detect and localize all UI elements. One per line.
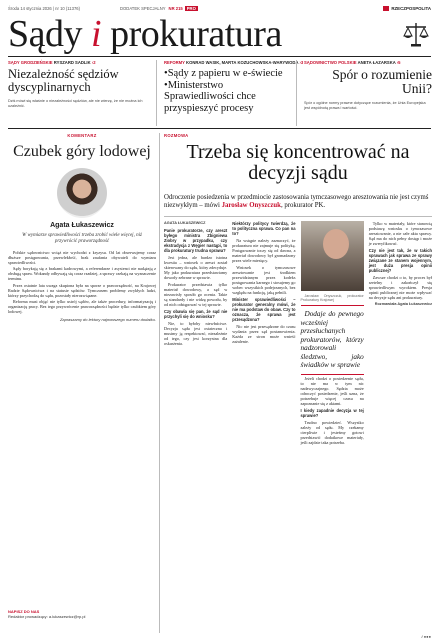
teaser-1-headline[interactable]: Niezależność sędziów dyscyplinarnych <box>8 67 119 94</box>
answer: Na wstępie należy zaznaczyć, że prokuratura nie zajmuje się polityką. Postępowanie toczy się od dawna, a materiał dowodowy był gromadzony przez wiele miesięcy. <box>232 237 296 264</box>
question: I kiedy zapadnie decyzja w tej sprawie? <box>300 408 364 419</box>
question: Czy obawia się pan, że sąd nie przychyli się do wniosku? <box>164 308 228 319</box>
commentary-tail: Zapraszamy do lektury najnowszego numeru dodatku. <box>59 317 156 323</box>
interview-column-1 <box>164 221 227 447</box>
question: Czy nie jest tak, że w takich sprawach jak sprawa ze sprawy związane ze stanem wojennym, jest duża presja opinii publicznej? <box>368 247 432 274</box>
commentary-body <box>8 250 156 314</box>
question: Panie prokuratorze, czy areszt byłego ministra Zbigniewa Ziobry w przypadku, czy ekstradycja z Węgier nastąpi, to dla prokuratury trudna sprawa? <box>164 228 228 254</box>
answer: Jest jedna, ale bardzo istotna kwestia – wniosek o areszt został skierowany do sądu, który zdecyduje. My jako prokuratura przedstawiamy dowody zebrane w sprawie. <box>164 254 228 281</box>
interviewee-photo <box>301 221 364 291</box>
interview-column-4 <box>369 221 432 447</box>
interview-article <box>164 133 432 447</box>
commentary-paragraph: Przez ostatnie lata uwaga skupiona była na sporze o praworządność, na Krajowej Radzie Sądownictwa i na statusie sędziów. Tymczasem problemy zwykłych ludzi, którzy przychodzą do sądu, pozostały nierozwiązane. <box>8 282 156 298</box>
teaser-3-headline[interactable]: Spór o rozumienie Unii? <box>332 67 432 96</box>
question: Minister sprawiedliwości – prokurator generalny mówi, że nie ma podstaw do obaw. Czy to oznacza, że sprawa jest przesądzona? <box>232 296 296 323</box>
top-info-bar <box>8 4 431 13</box>
answer: Trudno powiedzieć. Wszystko zależy od sądu. My czekamy cierpliwie i jesteśmy gotowi przedstawić dodatkowe materiały, jeśli zajdzie taka potrzeba. <box>300 419 364 446</box>
continued-marker: / ●●● <box>421 634 431 639</box>
supplement-label: DODATEK SPECJALNY <box>120 6 166 11</box>
commentary-paragraph: Sądy borykają się z brakami kadrowymi, a referendarze i asystenci nie nadążają z obsługą spraw. Wokandy odbywają się coraz rzadziej, a sprawy czekają na wyznaczenie terminu. <box>8 266 156 282</box>
interview-signature: Rozmawiała Agata Łukaszewicz <box>374 301 432 306</box>
commentary-paragraph: Polskie sądownictwo wciąż nie wychodzi z kryzysu. Od lat obserwujemy coraz dłuższe postępowania, przewlekłość, brak zaufania obywateli do wymiaru sprawiedliwości. <box>8 250 156 266</box>
interview-columns <box>164 221 432 447</box>
commentary-paragraph: Reforma musi objąć nie tylko ustrój sądów, ale także procedury, informatyzację i organizację pracy. Bez tego przywrócenie praworządności będzie tylko czubkiem góry lodowej. <box>8 298 156 315</box>
photo-caption: Jarosław Onyszczuk, prokurator Prokuratury Krajowej <box>300 294 364 302</box>
commentary-headline: Czubek góry lodowej <box>13 143 151 160</box>
question: Niektórzy politycy twierdzą, że to polityczna sprawa. Co pan na to? <box>232 221 296 237</box>
answer: Wniosek o tymczasowe aresztowanie jest środkiem przewidzianym przez kodeks postępowania karnego i stosujemy go wobec wszystkich podejrzanych, bez względu na funkcję, jaką pełnili. <box>232 264 296 296</box>
write-to-us-title: NAPISZ DO NAS <box>8 609 40 614</box>
interview-column-3 <box>301 221 364 447</box>
answer: Tylko w materiały, które stanowią podstawę wniosku o tymczasowe aresztowanie, a nie całe akta sprawy. Sąd ma do nich pełny dostęp i może je zweryfikować. <box>368 221 432 247</box>
standfirst-rule <box>164 216 432 217</box>
issue-date: Środa 14 stycznia 2026 | nr 10 (11376) <box>8 6 81 11</box>
author-portrait <box>57 168 107 218</box>
write-to-us-box <box>8 609 156 619</box>
interviewee-name: Jarosław Onyszczuk <box>221 202 281 209</box>
teaser-3-label: SĄDOWNICTWO POLSKIE ANETA ŁAZARSKA ›5 <box>304 60 401 65</box>
commentary-lead: W wymiarze sprawiedliwości trzeba zrobić wiele więcej, niż przywrócić praworządność <box>22 233 142 244</box>
scales-of-justice-icon <box>403 20 429 48</box>
answer: Nic nie jest przesądzone do czasu wydania przez sąd postanowienia. Każda ze stron może wnieść zażalenie. <box>232 323 296 345</box>
teaser-2-list <box>164 68 294 114</box>
teaser-1-label: SĄDY GRODZIEŃSKIE RYSZARD SADLIK ›2 <box>8 60 96 65</box>
pull-quote: Dodaje do pewnego wcześniej przesłuchanych prokuratorów, którzy nadzorowali śledztwo, jako świadków w sprawie <box>301 305 364 375</box>
teaser-1-summary: Dziś mówi się właśnie o niezależności sędziów, ale nie wierzę, że nie można ich uzależnić. <box>8 99 143 108</box>
answer: Prokurator przedstawia tylko materiał dowodowy, a sąd w niezawisły sposób go ocenia. Takie są standardy i nie widzę powodu, by od nich odstępować w tej sprawie. <box>164 281 228 308</box>
answer: Jeżeli chodzi o posiedzenie sądu, to nie ma w tym nic nadzwyczajnego. Sędzia może odroczyć posiedzenie, jeśli uzna, że potrzebuje więcej czasu na zapoznanie się z aktami. <box>300 376 364 407</box>
commentary-author: Agata Łukaszewicz <box>50 222 114 229</box>
answer: Zawsze chodzi o to, by proces był rzetelny i zakończył się sprawiedliwym wyrokiem. Presja opinii publicznej nie może wpływać na decyzje sądu ani prokuratury. <box>368 274 432 301</box>
interview-headline: Trzeba się koncentrować na decyzji sądu <box>186 141 410 184</box>
column-divider <box>296 60 297 126</box>
brand-logo-icon <box>383 6 389 11</box>
supplement-number: NR 215 <box>168 6 183 11</box>
section-masthead: Sądy i prokuratura <box>8 13 282 55</box>
column-divider <box>156 60 157 126</box>
teaser-3-summary: Spór o ogólne normy prawne dotyczące rozumienia, że Unia Europejska jest wspólnotą prawa i wartości. <box>304 101 426 110</box>
interview-tag: ROZMOWA <box>164 133 189 138</box>
commentary-tag: KOMENTARZ <box>67 133 97 138</box>
write-to-us-contact[interactable]: Redaktor prowadzący: a.lukaszewicz@rp.pl <box>8 614 86 619</box>
teaser-rule <box>8 128 431 129</box>
teaser-2-item[interactable]: • Sądy z papieru w e-świecie <box>164 68 294 80</box>
column-divider <box>159 133 160 633</box>
teaser-2-label: REFORMY KONRAD WASIK, MARTA KOZUCHOWSKA-WARYWODA ›3 <box>164 60 304 65</box>
teaser-2-item[interactable]: • Ministerstwo Sprawiedliwości chce przyspieszyć procesy <box>164 80 294 115</box>
interview-byline: AGATA ŁUKASZEWICZ <box>164 221 206 225</box>
answer: Nie, to byłoby niewłaściwe. Decyzja sądu jest ostateczna i musimy ją respektować, niezależnie od tego, czy jest korzystna dla oskarżenia. <box>164 320 228 346</box>
masthead-rule <box>8 56 431 57</box>
pro-badge: PRO <box>186 6 196 11</box>
interview-column-2 <box>232 221 295 447</box>
interview-standfirst: Odroczenie posiedzenia w przedmiocie zastosowania tymczasowego aresztowania nie jest czymś niezwykłym – mówi Jarosław Onyszczuk, prokurator PK. <box>164 194 429 209</box>
commentary-column <box>8 133 156 322</box>
brand-logo: RZECZPOSPOLITA <box>383 6 431 11</box>
